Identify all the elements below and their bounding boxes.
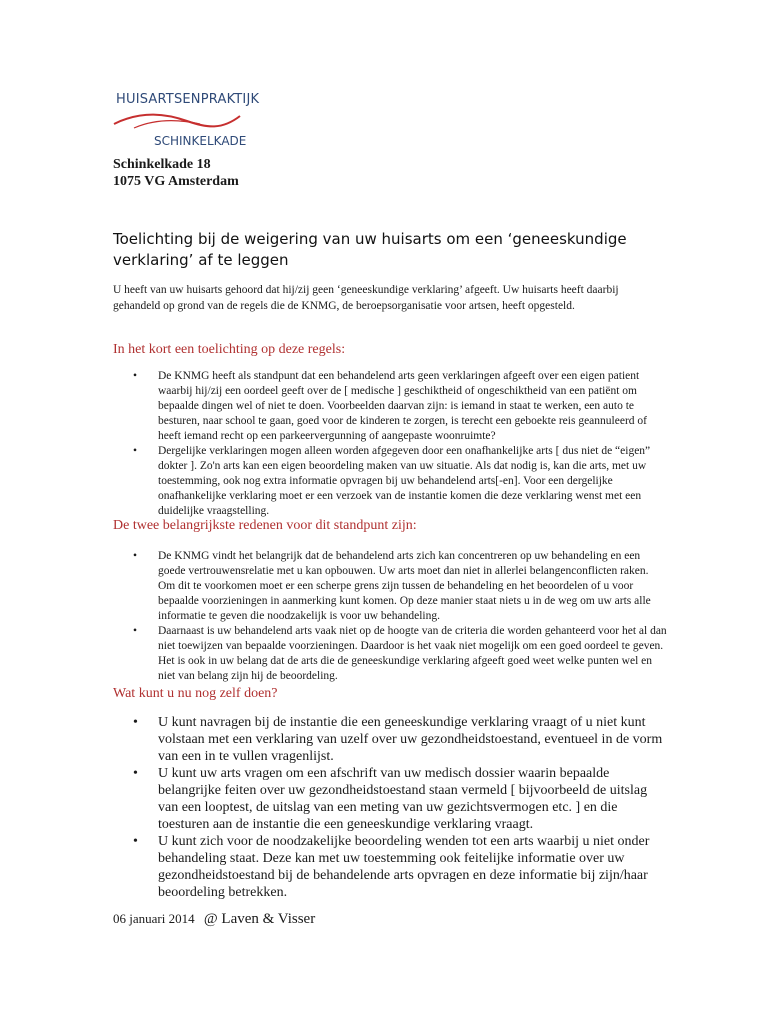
- list-item: • De KNMG heeft als standpunt dat een behandelend arts geen verklaringen afgeeft over een eigen patient waarbij hij/zij een oordeel geeft over de [ medische ] geschiktheid of ongeschiktheid van een patiënt om bepaalde dingen wel of niet te doen. Voorbeelden daarvan zijn: is iemand in staat te werken, een auto te besturen, naar school te gaan, goed voor de kinderen te zorgen, is terecht een geboekte reis geannuleerd of heeft iemand recht op een parkeervergunning of aangepaste woonruimte?: [133, 370, 647, 442]
- list-item: • U kunt zich voor de noodzakelijke beoordeling wenden tot een arts waarbij u niet onder behandeling staat. Deze kan met uw toestemming ook feitelijke informatie over uw gezondheidstoestand bij de behandelende arts opvragen en deze informatie bij zijn/haar beoordeling betrekken.: [133, 834, 650, 900]
- reasons-list: [113, 549, 668, 684]
- document-footer: [113, 911, 315, 928]
- address-line-2: 1075 VG Amsterdam: [113, 174, 239, 189]
- list-item: • De KNMG vindt het belangrijk dat de behandelend arts zich kan concentreren op uw behandeling en een goede vertrouwensrelatie met u kan opbouwen. Uw arts moet dan niet in allerlei belangenconflicten raken. Om dit te voorkomen moet er een scherpe grens zijn tussen de behandeling en het beoordelen of u voor bepaalde voorzieningen in aanmerking kunt komen. Op deze manier staat niets u in de weg om uw arts alle informatie te geven die noodzakelijk is voor uw behandeling.: [133, 550, 651, 622]
- footer-date: 06 januari 2014: [113, 911, 195, 926]
- self-help-list: [113, 714, 668, 901]
- bullet-icon: •: [133, 625, 138, 637]
- footer-owner: @ Laven & Visser: [203, 911, 316, 927]
- bullet-icon: •: [133, 445, 138, 457]
- document-title: Toelichting bij de weigering van uw huisarts om een ‘geneeskundige verklaring’ af te leggen: [113, 230, 627, 269]
- bullet-icon: •: [133, 370, 138, 382]
- bullet-icon: •: [133, 834, 138, 849]
- bullet-icon: •: [133, 715, 138, 730]
- logo-swoosh-icon: [112, 110, 242, 134]
- rules-list: [113, 369, 668, 519]
- logo-text-top: HUISARTSENPRAKTIJK: [116, 92, 260, 107]
- list-item: • Daarnaast is uw behandelend arts vaak niet op de hoogte van de criteria die worden gehanteerd voor het al dan niet toewijzen van bepaalde voorzieningen. Daardoor is het vaak niet mogelijk om een goed oordeel te geven. Het is ook in uw belang dat de arts die de geneeskundige verklaring afgeeft goed weet welke punten wel en niet van belang zijn hij de beoordeling.: [133, 625, 667, 682]
- intro-paragraph: U heeft van uw huisarts gehoord dat hij/zij geen ‘geneeskundige verklaring’ afgeeft. Uw huisarts heeft daarbij gehandeld op grond van de regels die de KNMG, de beroepsorganisatie voor artsen, heeft opgesteld.: [113, 284, 619, 312]
- logo-text-bottom: SCHINKELKADE: [154, 134, 247, 148]
- section-heading-reasons: De twee belangrijkste redenen voor dit standpunt zijn:: [113, 518, 417, 533]
- list-item: • Dergelijke verklaringen mogen alleen worden afgegeven door een onafhankelijke arts [ dus niet de “eigen” dokter ]. Zo'n arts kan een eigen beoordeling maken van uw situatie. Als dat nodig is, kan die arts, met uw toestemming, ook nog extra informatie opvragen bij uw behandelend arts[-en]. Voor een dergelijke onafhankelijke verklaring moet er een verzoek van de instantie komen die deze verklaring wenst met een duidelijke vraagstelling.: [133, 445, 651, 517]
- list-item: • U kunt uw arts vragen om een afschrift van uw medisch dossier waarin bepaalde belangrijke feiten over uw gezondheidstoestand staan vermeld [ bijvoorbeeld de uitslag van een looptest, de uitslag van een meting van uw gezichtsvermogen etc. ] en die toesturen aan de instantie die een geneeskundige verklaring vraagt.: [133, 766, 648, 832]
- bullet-icon: •: [133, 550, 138, 562]
- section-heading-rules: In het kort een toelichting op deze regels:: [113, 342, 346, 357]
- bullet-icon: •: [133, 766, 138, 781]
- address-line-1: Schinkelkade 18: [113, 157, 211, 172]
- section-heading-self-help: Wat kunt u nu nog zelf doen?: [113, 686, 278, 701]
- list-item: • U kunt navragen bij de instantie die een geneeskundige verklaring vraagt of u niet kunt volstaan met een verklaring van uzelf over uw gezondheidstoestand, eventueel in de vorm van een in te vullen vragenlijst.: [133, 715, 663, 764]
- practice-logo: [112, 92, 260, 152]
- practice-address: [113, 156, 239, 190]
